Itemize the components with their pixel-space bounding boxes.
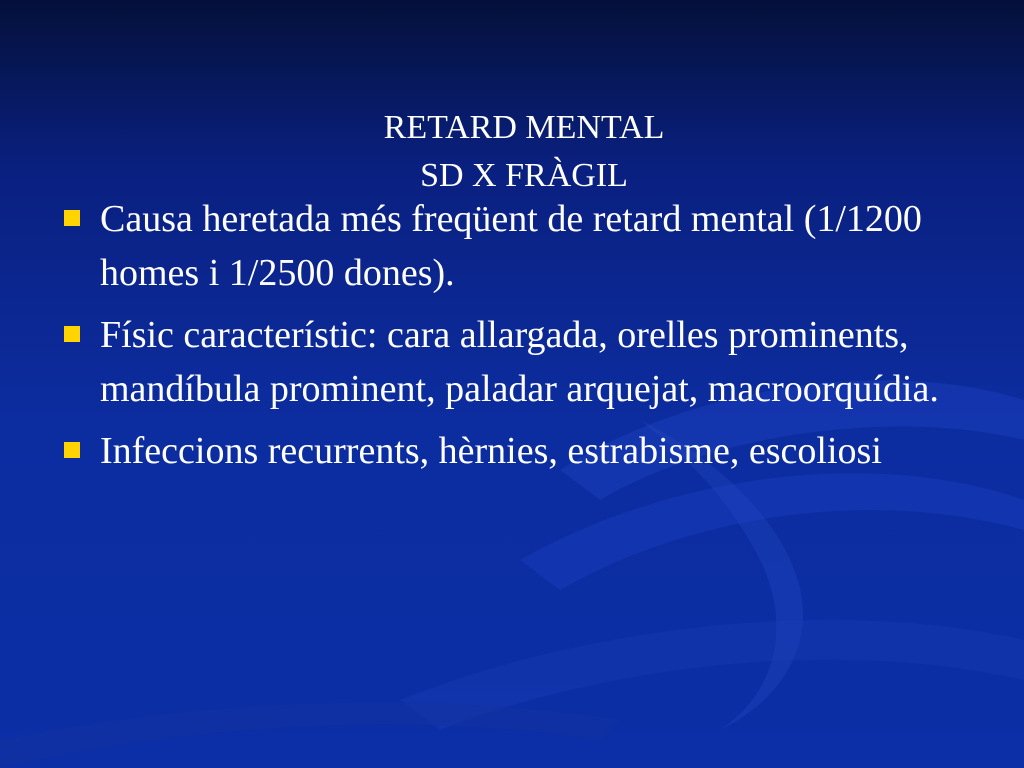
bullet-item <box>62 192 942 300</box>
title-line-1: RETARD MENTAL <box>383 109 665 146</box>
bullet-text: Causa heretada més freqüent de retard mental (1/1200 homes i 1/2500 dones). <box>100 198 922 294</box>
square-bullet-icon <box>64 442 80 458</box>
bullet-item <box>62 308 942 416</box>
bullet-text: Físic característic: cara allargada, orelles prominents, mandíbula prominent, paladar arquejat, macroorquídia. <box>100 314 939 410</box>
bullet-text: Infeccions recurrents, hèrnies, estrabisme, escoliosi <box>100 430 882 472</box>
title-line-2: SD X FRÀGIL <box>420 157 628 194</box>
square-bullet-icon <box>64 210 80 226</box>
bullet-list <box>62 192 942 486</box>
slide-title <box>300 104 748 200</box>
square-bullet-icon <box>64 326 80 342</box>
bullet-item <box>62 424 942 478</box>
